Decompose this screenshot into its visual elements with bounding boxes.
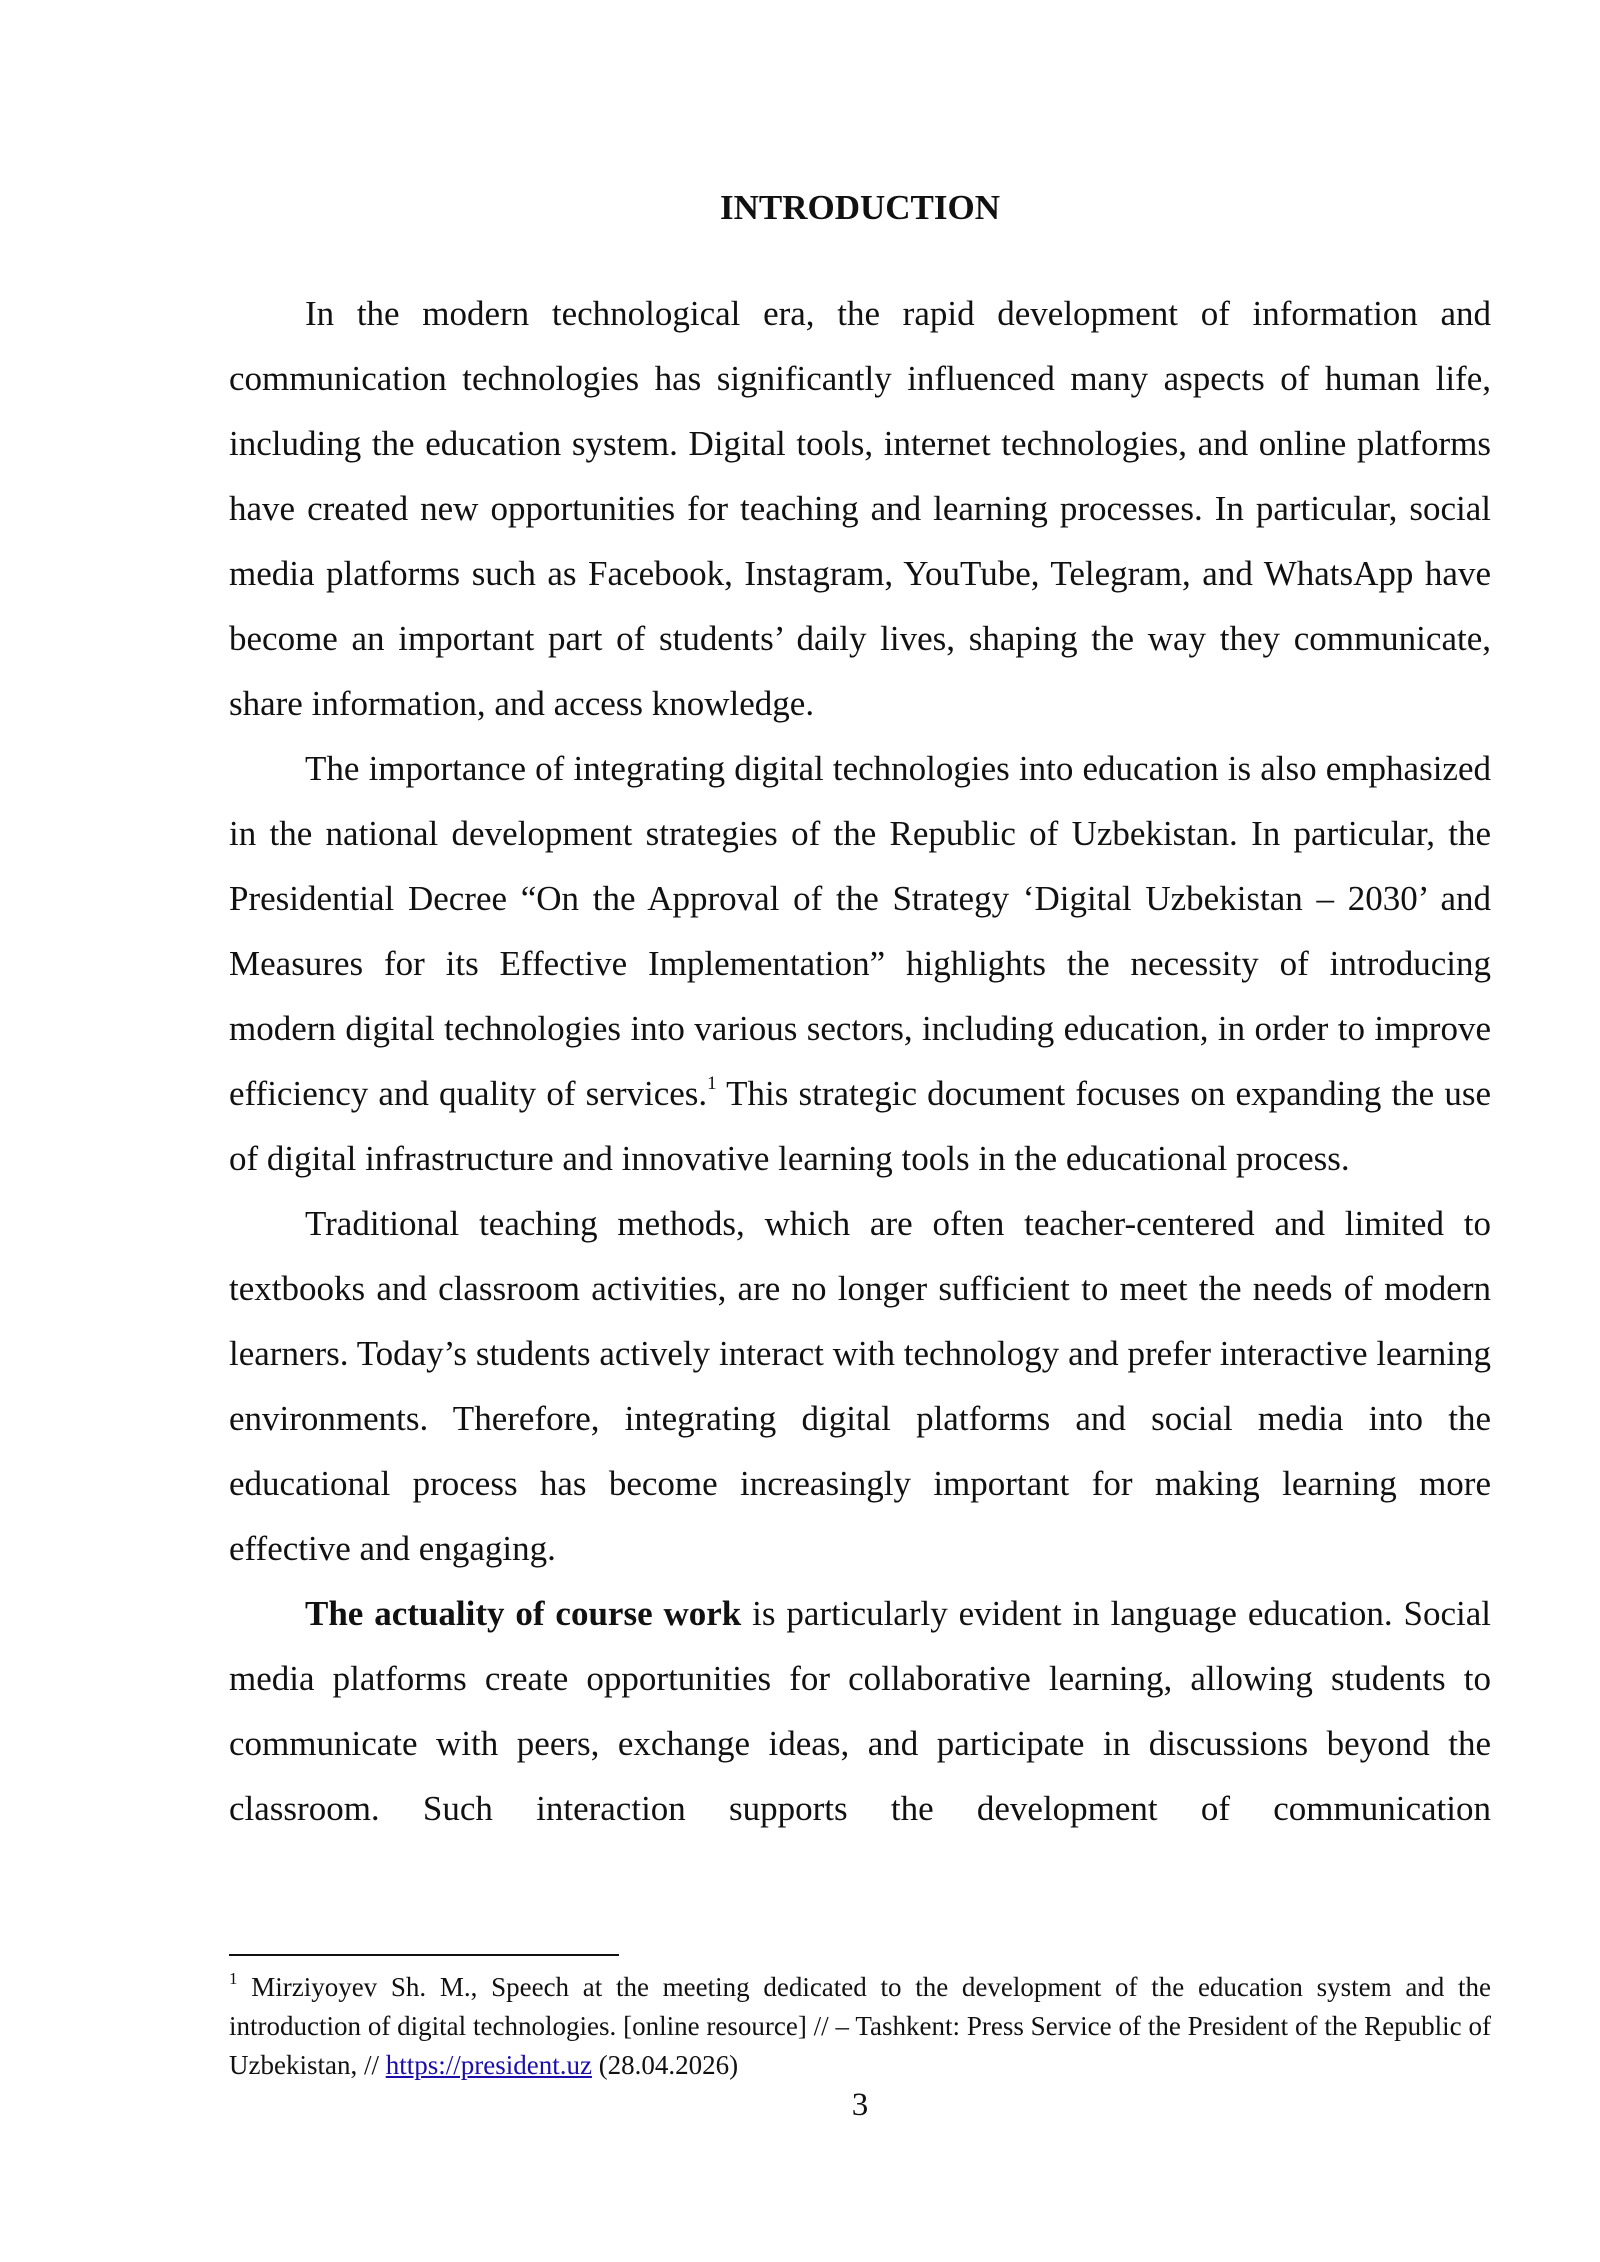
body-text — [229, 281, 1491, 1841]
footnote-separator — [229, 1954, 619, 1956]
section-heading: INTRODUCTION — [719, 188, 1001, 227]
paragraph-1: In the modern technological era, the rapid development of information and communication technologies has significantly influenced many aspects of human life, including the education system. Digital tools, internet technologies, and online platforms have created new opportunities for teaching and learning processes. In particular, social media platforms such as Facebook, Instagram, YouTube, Telegram, and WhatsApp have become an important part of students’ daily lives, shaping the way they communicate, share information, and access knowledge. — [229, 294, 1491, 723]
footnote-date: (28.04.2026) — [591, 2050, 739, 2080]
page-number: 3 — [851, 2087, 869, 2123]
footnote-reference[interactable]: 1 — [707, 1073, 717, 1095]
paragraph-2-text-b: This strategic document focuses on expanding the use of digital infrastructure and innovative learning tools in the educational process. — [229, 1074, 1492, 1178]
footnote — [229, 1968, 1491, 2085]
paragraph-3: Traditional teaching methods, which are often teacher-centered and limited to textbooks and classroom activities, are no longer sufficient to meet the needs of modern learners. Today’s students actively interact with technology and prefer interactive learning environments. Therefore, integrating digital platforms and social media into the educational process has become increasingly important for making learning more effective and engaging. — [229, 1204, 1491, 1568]
footnote-number: 1 — [229, 1969, 238, 1988]
paragraph-4-text: is particularly evident in language education. Social media platforms create opportunities for collaborative learning, allowing students to communicate with peers, exchange ideas, and participate in discussions beyond the classroom. Such interaction supports the development of communication — [229, 1594, 1491, 1828]
paragraph-4-bold-lead: The actuality of course work — [305, 1594, 742, 1633]
footnote-link[interactable]: https://president.uz — [385, 2050, 592, 2080]
footnote-text: Mirziyoyev Sh. M., Speech at the meeting dedicated to the development of the education system and the introduction of digital technologies. [online resource] // – Tashkent: Press Service of the President of the Republic of Uzbekistan, // — [229, 1972, 1491, 2080]
paragraph-2 — [229, 736, 1491, 1191]
paragraph-4 — [229, 1581, 1491, 1841]
paragraph-2-text-a: The importance of integrating digital technologies into education is also emphasized in the national development strategies of the Republic of Uzbekistan. In particular, the Presidential Decree “On the Approval of the Strategy ‘Digital Uzbekistan – 2030’ and Measures for its Effective Implementation” highlights the necessity of introducing modern digital technologies into various sectors, including education, in order to improve efficiency and quality of services. — [229, 749, 1491, 1113]
